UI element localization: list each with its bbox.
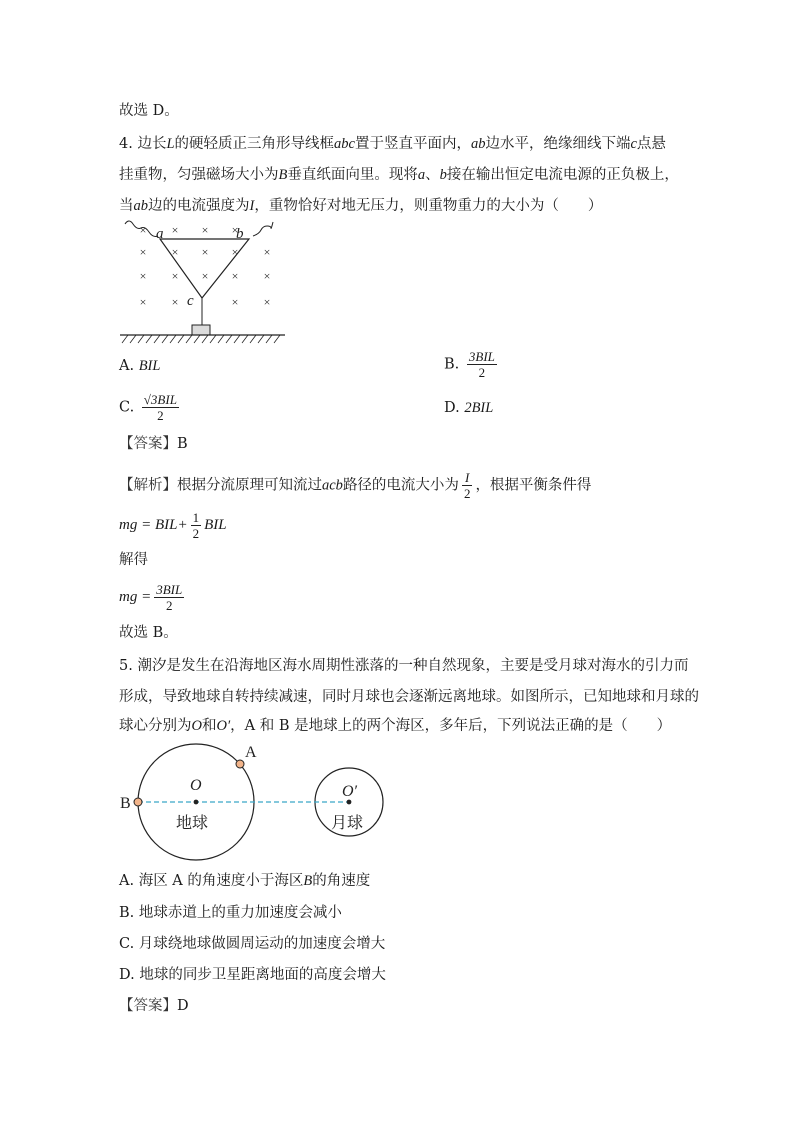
q5-option-d: D. 地球的同步卫星距离地面的高度会增大 — [119, 967, 386, 983]
svg-text:×: × — [139, 245, 147, 259]
svg-text:×: × — [171, 245, 179, 259]
svg-text:×: × — [139, 295, 147, 309]
q5-stem-line1: 5. 潮汐是发生在沿海地区海水周期性涨落的一种自然现象，主要是受月球对海水的引力而 — [119, 658, 689, 674]
moon-center-dot — [347, 800, 352, 805]
q5-option-c: C. 月球绕地球做圆周运动的加速度会增大 — [119, 936, 386, 952]
region-b-dot — [134, 798, 142, 806]
q5-option-b: B. 地球赤道上的重力加速度会减小 — [119, 905, 342, 921]
q4-option-d: D. 2BIL — [444, 400, 494, 416]
q4-option-b: B. $\frac{\text{3BIL}}{2}$ — [444, 349, 495, 380]
svg-text:×: × — [139, 269, 147, 283]
label-O: O — [190, 777, 202, 794]
prev-conclusion: 故选 D。 — [119, 103, 179, 119]
svg-text:×: × — [201, 269, 209, 283]
label-B: B — [120, 795, 131, 812]
ground-hatch — [122, 335, 280, 343]
svg-text:×: × — [263, 269, 271, 283]
vertex-b-label: b — [236, 226, 244, 242]
svg-text:×: × — [201, 245, 209, 259]
vertex-a-label: a — [156, 226, 164, 242]
q5-answer: 【答案】D — [119, 998, 189, 1014]
earth-label: 地球 — [176, 813, 209, 832]
q4-equation-2: mg = $\frac{\text{3BIL}}{2}$ — [119, 582, 183, 613]
q4-option-c: C. $\frac{\text{√3BIL}}{2}$ — [119, 392, 177, 423]
q4-stem-line3: 当ab边的电流强度为I，重物恰好对地无压力，则重物重力的大小为（ ） — [119, 198, 603, 214]
svg-text:×: × — [231, 295, 239, 309]
q5-stem-line2: 形成，导致地球自转持续减速，同时月球也会逐渐远离地球。如图所示，已知地球和月球的 — [119, 689, 699, 705]
q4-stem-line1: 4. 边长L的硬轻质正三角形导线框abc置于竖直平面内，ab边水平，绝缘细线下端c点悬 — [119, 136, 666, 152]
svg-text:×: × — [231, 223, 239, 237]
q4-option-a: A. BIL — [119, 358, 161, 374]
q4-analysis: 【解析】根据分流原理可知流过acb路径的电流大小为 $\frac{I}{2}$ ，根据平衡条件得 — [119, 470, 592, 501]
q5-stem-line3: 球心分别为O和O′，A 和 B 是地球上的两个海区，多年后，下列说法正确的是（ ） — [119, 718, 672, 734]
label-A: A — [245, 744, 257, 761]
svg-text:×: × — [171, 295, 179, 309]
svg-text:×: × — [171, 223, 179, 237]
svg-text:×: × — [231, 245, 239, 259]
right-lead-wire — [253, 222, 273, 236]
q4-magnetic-field-figure — [115, 218, 290, 344]
q4-stem-line2: 挂重物，匀强磁场大小为B垂直纸面向里。现将a、b接在输出恒定电流电源的正负极上， — [119, 167, 679, 183]
label-O-prime: O′ — [342, 783, 358, 800]
q5-option-a: A. 海区 A 的角速度小于海区B的角速度 — [119, 873, 371, 889]
moon-label: 月球 — [331, 813, 364, 832]
q5-earth-moon-figure — [115, 740, 395, 865]
q4-solve-label: 解得 — [119, 552, 148, 568]
svg-text:×: × — [171, 269, 179, 283]
svg-text:×: × — [263, 295, 271, 309]
q4-answer: 【答案】B — [119, 436, 188, 452]
weight-block — [192, 325, 210, 335]
svg-text:×: × — [201, 223, 209, 237]
q4-conclusion: 故选 B。 — [119, 625, 178, 641]
vertex-c-label: c — [187, 293, 194, 309]
svg-text:×: × — [139, 223, 147, 237]
q4-equation-1: mg = BIL+ $\frac{1}{2}$ BIL — [119, 510, 227, 541]
earth-center-dot — [194, 800, 199, 805]
svg-text:×: × — [263, 245, 271, 259]
svg-text:×: × — [231, 269, 239, 283]
region-a-dot — [236, 760, 244, 768]
